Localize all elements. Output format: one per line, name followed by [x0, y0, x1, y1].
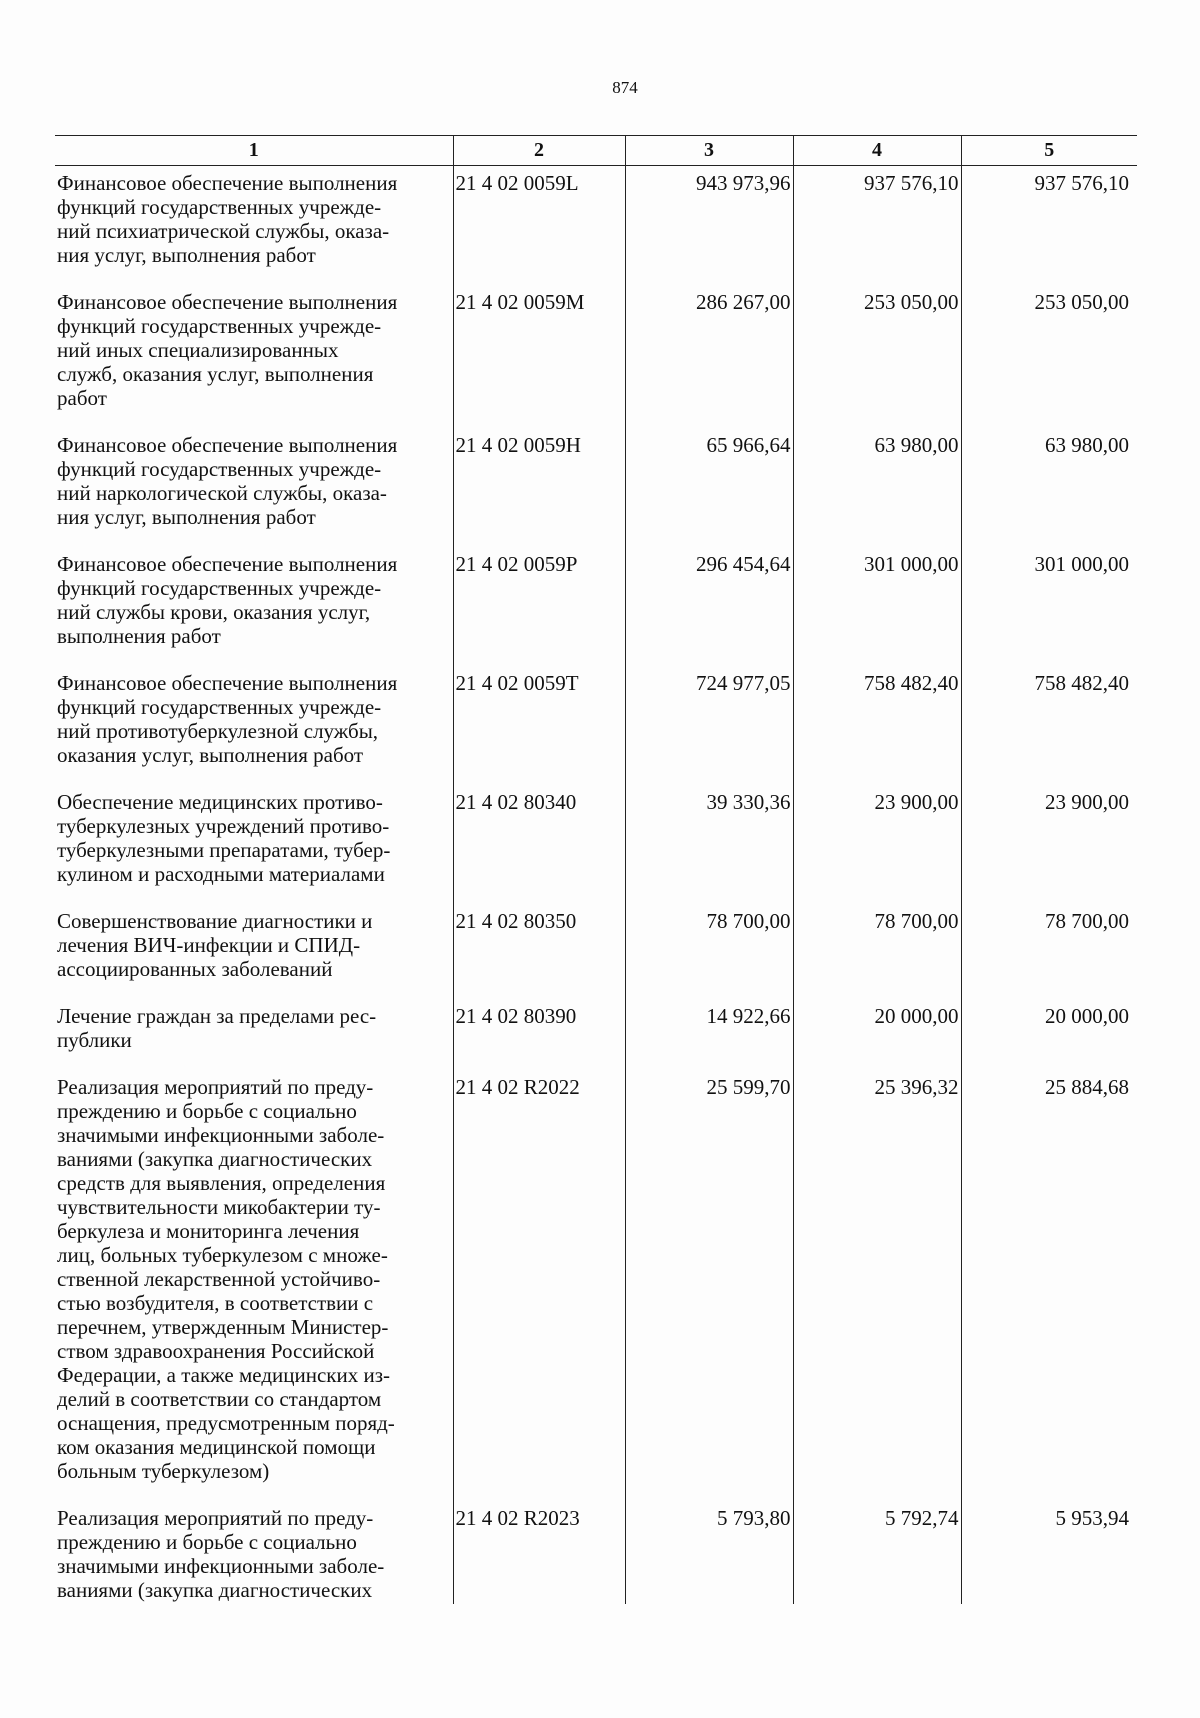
- table-row: [55, 1070, 1137, 1501]
- amount-col3-cell: 943 973,96: [625, 166, 793, 286]
- amount-col4-cell: 63 980,00: [793, 428, 961, 547]
- column-header-4: 4: [793, 136, 961, 166]
- description-line: Федерации, а также медицинских из-: [57, 1363, 391, 1387]
- table-body: [55, 166, 1137, 1605]
- description-line: функций государственных учрежде-: [57, 576, 382, 600]
- description-line: преждению и борьбе с социально: [57, 1099, 357, 1123]
- description-line: ком оказания медицинской помощи: [57, 1435, 376, 1459]
- description-line: функций государственных учрежде-: [57, 695, 382, 719]
- amount-col4-cell: 25 396,32: [793, 1070, 961, 1501]
- table-row: [55, 666, 1137, 785]
- description-line: оказания услуг, выполнения работ: [57, 743, 364, 767]
- row-description: [55, 785, 453, 904]
- amount-col3-cell: 5 793,80: [625, 1501, 793, 1604]
- budget-table: [55, 135, 1137, 1604]
- description-line: ственной лекарственной устойчиво-: [57, 1267, 381, 1291]
- amount-col5-cell: 78 700,00: [961, 904, 1137, 999]
- description-line: беркулеза и мониторинга лечения: [57, 1219, 360, 1243]
- description-line: преждению и борьбе с социально: [57, 1530, 357, 1554]
- amount-col4-cell: 301 000,00: [793, 547, 961, 666]
- table-row: [55, 785, 1137, 904]
- description-line: ний психиатрической службы, оказа-: [57, 219, 390, 243]
- budget-code-cell: 21 4 02 0059L: [453, 166, 625, 286]
- row-description: [55, 1501, 453, 1604]
- table-row: [55, 285, 1137, 428]
- row-description: [55, 904, 453, 999]
- amount-col3-cell: 65 966,64: [625, 428, 793, 547]
- description-line: ассоциированных заболеваний: [57, 957, 333, 981]
- column-header-5: 5: [961, 136, 1137, 166]
- row-description: [55, 547, 453, 666]
- budget-code-cell: 21 4 02 80350: [453, 904, 625, 999]
- description-line: выполнения работ: [57, 624, 221, 648]
- amount-col3-cell: 296 454,64: [625, 547, 793, 666]
- description-line: ния услуг, выполнения работ: [57, 243, 316, 267]
- description-line: функций государственных учрежде-: [57, 457, 382, 481]
- description-line: больным туберкулезом): [57, 1459, 270, 1483]
- amount-col4-cell: 758 482,40: [793, 666, 961, 785]
- description-line: Лечение граждан за пределами рес-: [57, 1004, 377, 1028]
- description-line: перечнем, утвержденным Министер-: [57, 1315, 389, 1339]
- description-line: делий в соответствии со стандартом: [57, 1387, 382, 1411]
- description-line: кулином и расходными материалами: [57, 862, 385, 886]
- amount-col3-cell: 78 700,00: [625, 904, 793, 999]
- column-header-1: 1: [55, 136, 453, 166]
- description-line: оснащения, предусмотренным поряд-: [57, 1411, 395, 1435]
- amount-col3-cell: 286 267,00: [625, 285, 793, 428]
- description-line: Финансовое обеспечение выполнения: [57, 171, 398, 195]
- description-line: ний противотуберкулезной службы,: [57, 719, 379, 743]
- description-line: ний службы крови, оказания услуг,: [57, 600, 371, 624]
- description-line: ния услуг, выполнения работ: [57, 505, 316, 529]
- amount-col4-cell: 20 000,00: [793, 999, 961, 1070]
- column-header-2: 2: [453, 136, 625, 166]
- row-description: [55, 285, 453, 428]
- description-line: служб, оказания услуг, выполнения: [57, 362, 374, 386]
- description-line: функций государственных учрежде-: [57, 195, 382, 219]
- page-number: 874: [612, 78, 638, 97]
- row-description: [55, 428, 453, 547]
- table-header-row: [55, 136, 1137, 166]
- description-line: лиц, больных туберкулезом с множе-: [57, 1243, 388, 1267]
- row-description: [55, 999, 453, 1070]
- table-row: [55, 1501, 1137, 1604]
- description-line: работ: [57, 386, 107, 410]
- budget-code-cell: 21 4 02 80390: [453, 999, 625, 1070]
- amount-col4-cell: 78 700,00: [793, 904, 961, 999]
- description-line: Финансовое обеспечение выполнения: [57, 290, 398, 314]
- description-line: Совершенствование диагностики и: [57, 909, 373, 933]
- description-line: значимыми инфекционными заболе-: [57, 1554, 385, 1578]
- description-line: функций государственных учрежде-: [57, 314, 382, 338]
- amount-col5-cell: 301 000,00: [961, 547, 1137, 666]
- table-row: [55, 904, 1137, 999]
- amount-col5-cell: 20 000,00: [961, 999, 1137, 1070]
- budget-code-cell: 21 4 02 0059T: [453, 666, 625, 785]
- amount-col5-cell: 25 884,68: [961, 1070, 1137, 1501]
- amount-col5-cell: 758 482,40: [961, 666, 1137, 785]
- amount-col5-cell: 937 576,10: [961, 166, 1137, 286]
- amount-col4-cell: 937 576,10: [793, 166, 961, 286]
- description-line: ний наркологической службы, оказа-: [57, 481, 387, 505]
- amount-col5-cell: 253 050,00: [961, 285, 1137, 428]
- description-line: Обеспечение медицинских противо-: [57, 790, 383, 814]
- column-header-3: 3: [625, 136, 793, 166]
- description-line: чувствительности микобактерии ту-: [57, 1195, 381, 1219]
- amount-col5-cell: 5 953,94: [961, 1501, 1137, 1604]
- description-line: значимыми инфекционными заболе-: [57, 1123, 385, 1147]
- description-line: туберкулезных учреждений противо-: [57, 814, 390, 838]
- table-row: [55, 547, 1137, 666]
- amount-col3-cell: 39 330,36: [625, 785, 793, 904]
- description-line: ством здравоохранения Российской: [57, 1339, 375, 1363]
- description-line: туберкулезными препаратами, тубер-: [57, 838, 391, 862]
- amount-col5-cell: 63 980,00: [961, 428, 1137, 547]
- description-line: Финансовое обеспечение выполнения: [57, 433, 398, 457]
- description-line: Финансовое обеспечение выполнения: [57, 671, 398, 695]
- amount-col4-cell: 23 900,00: [793, 785, 961, 904]
- description-line: ваниями (закупка диагностических: [57, 1578, 373, 1602]
- budget-code-cell: 21 4 02 R2022: [453, 1070, 625, 1501]
- description-line: Реализация мероприятий по преду-: [57, 1075, 374, 1099]
- table-row: [55, 428, 1137, 547]
- table-row: [55, 166, 1137, 286]
- budget-code-cell: 21 4 02 0059H: [453, 428, 625, 547]
- description-line: лечения ВИЧ-инфекции и СПИД-: [57, 933, 361, 957]
- amount-col4-cell: 253 050,00: [793, 285, 961, 428]
- budget-code-cell: 21 4 02 80340: [453, 785, 625, 904]
- amount-col3-cell: 14 922,66: [625, 999, 793, 1070]
- amount-col5-cell: 23 900,00: [961, 785, 1137, 904]
- amount-col3-cell: 25 599,70: [625, 1070, 793, 1501]
- description-line: ний иных специализированных: [57, 338, 339, 362]
- row-description: [55, 166, 453, 286]
- budget-code-cell: 21 4 02 R2023: [453, 1501, 625, 1604]
- amount-col3-cell: 724 977,05: [625, 666, 793, 785]
- row-description: [55, 1070, 453, 1501]
- table-row: [55, 999, 1137, 1070]
- description-line: средств для выявления, определения: [57, 1171, 386, 1195]
- description-line: ваниями (закупка диагностических: [57, 1147, 373, 1171]
- budget-code-cell: 21 4 02 0059M: [453, 285, 625, 428]
- description-line: Реализация мероприятий по преду-: [57, 1506, 374, 1530]
- budget-code-cell: 21 4 02 0059P: [453, 547, 625, 666]
- description-line: стью возбудителя, в соответствии с: [57, 1291, 374, 1315]
- row-description: [55, 666, 453, 785]
- amount-col4-cell: 5 792,74: [793, 1501, 961, 1604]
- description-line: публики: [57, 1028, 132, 1052]
- description-line: Финансовое обеспечение выполнения: [57, 552, 398, 576]
